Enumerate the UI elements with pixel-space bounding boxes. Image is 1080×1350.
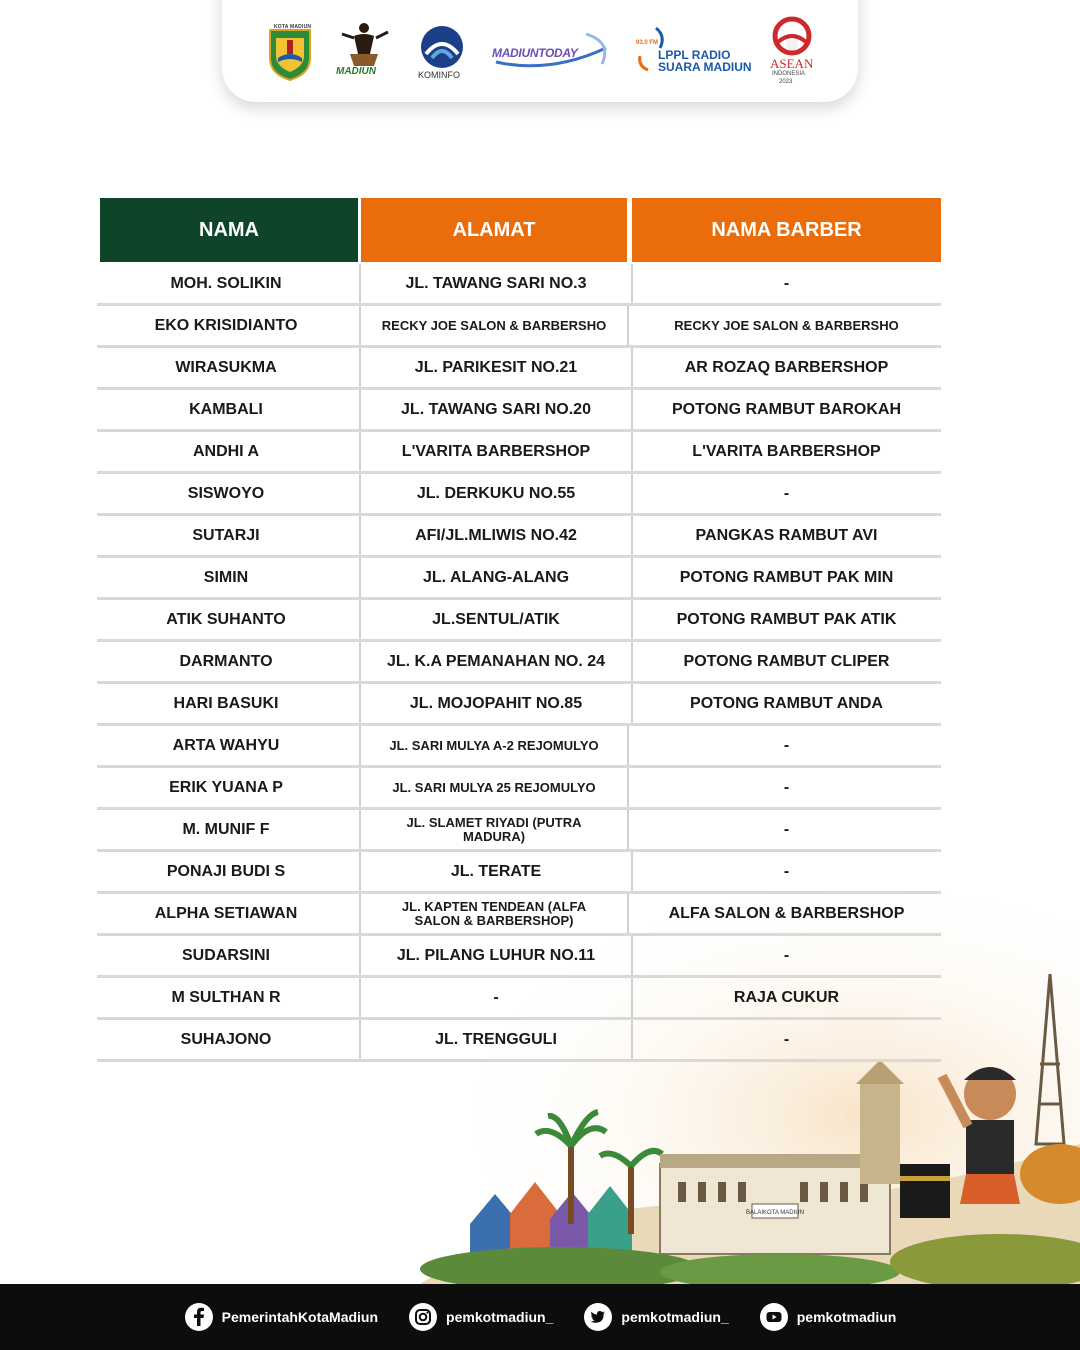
cell-nama-barber: - xyxy=(783,820,790,838)
lppl-title-line1: LPPL RADIO xyxy=(658,48,731,62)
cell-nama-barber: POTONG RAMBUT BAROKAH xyxy=(671,400,902,418)
cell-nama-barber: L'VARITA BARBERSHOP xyxy=(692,442,881,460)
kota-madiun-crest-icon xyxy=(266,28,314,82)
cell-nama-barber: - xyxy=(783,274,790,292)
asean-year: 2023 xyxy=(779,79,793,85)
cell-nama-barber: RAJA CUKUR xyxy=(733,988,840,1006)
cell-nama: HARI BASUKI xyxy=(173,694,279,712)
table-row xyxy=(97,558,941,600)
cell-alamat: JL. ALANG-ALANG xyxy=(359,558,633,597)
cell-nama: ATIK SUHANTO xyxy=(166,610,286,628)
cell-alamat: JL. SARI MULYA 25 REJOMULYO xyxy=(359,768,629,807)
cell-nama-barber: RECKY JOE SALON & BARBERSHO xyxy=(674,317,899,333)
cell-nama: SUDARSINI xyxy=(181,946,270,964)
kota-madiun-label: KOTA MADIUN xyxy=(274,24,312,30)
header-alamat: ALAMAT xyxy=(361,198,627,262)
cell-nama-barber: POTONG RAMBUT ANDA xyxy=(690,694,883,712)
cell-alamat: RECKY JOE SALON & BARBERSHO xyxy=(359,306,629,345)
table-row xyxy=(97,348,941,390)
cell-nama-barber: POTONG RAMBUT CLIPER xyxy=(683,652,890,670)
cell-alamat: JL. TRENGGULI xyxy=(359,1020,633,1059)
cell-nama: SUTARJI xyxy=(192,526,260,544)
cell-alamat: JL. TAWANG SARI NO.20 xyxy=(359,390,633,429)
table-row xyxy=(97,894,941,936)
table-row xyxy=(97,978,941,1020)
table-row xyxy=(97,852,941,894)
lppl-title-line2: SUARA MADIUN xyxy=(658,60,752,74)
cell-nama: EKO KRISIDIANTO xyxy=(154,316,298,334)
instagram-handle: pemkotmadiun_ xyxy=(446,1309,554,1325)
cell-nama-barber: PANGKAS RAMBUT AVI xyxy=(695,526,878,544)
cell-alamat: JL. PARIKESIT NO.21 xyxy=(359,348,633,387)
madiuntoday-label: MADIUNTODAY xyxy=(492,46,578,60)
cell-nama: SUHAJONO xyxy=(180,1030,272,1048)
table-row xyxy=(97,264,941,306)
table-row xyxy=(97,516,941,558)
asean-label: ASEAN xyxy=(770,56,814,71)
cell-nama: ERIK YUANA P xyxy=(169,778,283,796)
facebook-link[interactable] xyxy=(184,1302,378,1332)
cell-alamat: JL. K.A PEMANAHAN NO. 24 xyxy=(359,642,633,681)
cell-nama: MOH. SOLIKIN xyxy=(170,274,282,292)
table-body xyxy=(97,264,941,1062)
twitter-icon xyxy=(583,1302,613,1332)
cell-nama-barber: - xyxy=(783,736,790,754)
barber-table xyxy=(97,198,941,1062)
cell-nama: M. MUNIF F xyxy=(182,820,270,838)
cell-nama: KAMBALI xyxy=(189,400,263,418)
table-row xyxy=(97,390,941,432)
table-row xyxy=(97,642,941,684)
table-header-row xyxy=(97,198,941,264)
cell-nama: ARTA WAHYU xyxy=(172,736,280,754)
youtube-handle: pemkotmadiun xyxy=(796,1309,897,1325)
cell-alamat: JL. SLAMET RIYADI (PUTRA MADURA) xyxy=(359,810,629,849)
cell-alamat: JL. TAWANG SARI NO.3 xyxy=(359,264,633,303)
cell-nama-barber: POTONG RAMBUT PAK MIN xyxy=(679,568,894,586)
cell-alamat: JL. TERATE xyxy=(359,852,633,891)
asean-country: INDONESIA xyxy=(772,71,806,77)
cell-alamat: JL. DERKUKU NO.55 xyxy=(359,474,633,513)
youtube-icon xyxy=(759,1302,789,1332)
cell-alamat: AFI/JL.MLIWIS NO.42 xyxy=(359,516,633,555)
table-row xyxy=(97,474,941,516)
cell-nama-barber: - xyxy=(783,484,790,502)
facebook-handle: PemerintahKotaMadiun xyxy=(221,1309,379,1325)
cell-nama-barber: - xyxy=(783,862,790,880)
header-nama-barber: NAMA BARBER xyxy=(632,198,941,262)
table-row xyxy=(97,726,941,768)
table-row xyxy=(97,936,941,978)
cell-nama: PONAJI BUDI S xyxy=(166,862,286,880)
cell-alamat: L'VARITA BARBERSHOP xyxy=(359,432,633,471)
cell-nama-barber: - xyxy=(783,778,790,796)
cell-nama: ANDHI A xyxy=(192,442,260,460)
kominfo-label: KOMINFO xyxy=(418,70,460,80)
cell-nama: WIRASUKMA xyxy=(175,358,277,376)
cell-alamat: JL. SARI MULYA A-2 REJOMULYO xyxy=(359,726,629,765)
cell-alamat: - xyxy=(359,978,633,1017)
cell-alamat: JL. PILANG LUHUR NO.11 xyxy=(359,936,633,975)
madiun-label: MADIUN xyxy=(336,66,376,77)
header-nama: NAMA xyxy=(100,198,358,262)
balaikota-sign: BALAIKOTA MADIUN xyxy=(746,1210,804,1216)
table-row xyxy=(97,684,941,726)
madiun-dancer-icon xyxy=(340,20,390,68)
cell-nama: SIMIN xyxy=(203,568,249,586)
instagram-icon xyxy=(408,1302,438,1332)
cell-alamat: JL. KAPTEN TENDEAN (ALFA SALON & BARBERSHOP) xyxy=(359,894,629,933)
table-row xyxy=(97,810,941,852)
table-row xyxy=(97,306,941,348)
table-row xyxy=(97,432,941,474)
cell-nama-barber: - xyxy=(783,946,790,964)
twitter-link[interactable] xyxy=(583,1302,728,1332)
asean-2023-emblem-icon xyxy=(772,16,812,56)
lppl-frequency: 93.0 FM xyxy=(636,40,659,46)
table-row xyxy=(97,600,941,642)
twitter-handle: pemkotmadiun_ xyxy=(621,1309,729,1325)
facebook-icon xyxy=(184,1302,214,1332)
cell-nama-barber: - xyxy=(783,1030,790,1048)
cell-nama: ALPHA SETIAWAN xyxy=(154,904,298,922)
social-footer xyxy=(0,1284,1080,1350)
cell-alamat: JL. MOJOPAHIT NO.85 xyxy=(359,684,633,723)
cell-nama-barber: AR ROZAQ BARBERSHOP xyxy=(684,358,889,376)
cell-alamat: JL.SENTUL/ATIK xyxy=(359,600,633,639)
cell-nama: M SULTHAN R xyxy=(171,988,281,1006)
cell-nama: SISWOYO xyxy=(187,484,265,502)
cell-nama-barber: ALFA SALON & BARBERSHOP xyxy=(668,904,905,922)
kominfo-logo-icon xyxy=(418,24,466,70)
table-row xyxy=(97,768,941,810)
table-row xyxy=(97,1020,941,1062)
instagram-link[interactable] xyxy=(408,1302,553,1332)
cell-nama: DARMANTO xyxy=(179,652,273,670)
cell-nama-barber: POTONG RAMBUT PAK ATIK xyxy=(676,610,897,628)
youtube-link[interactable] xyxy=(759,1302,897,1332)
